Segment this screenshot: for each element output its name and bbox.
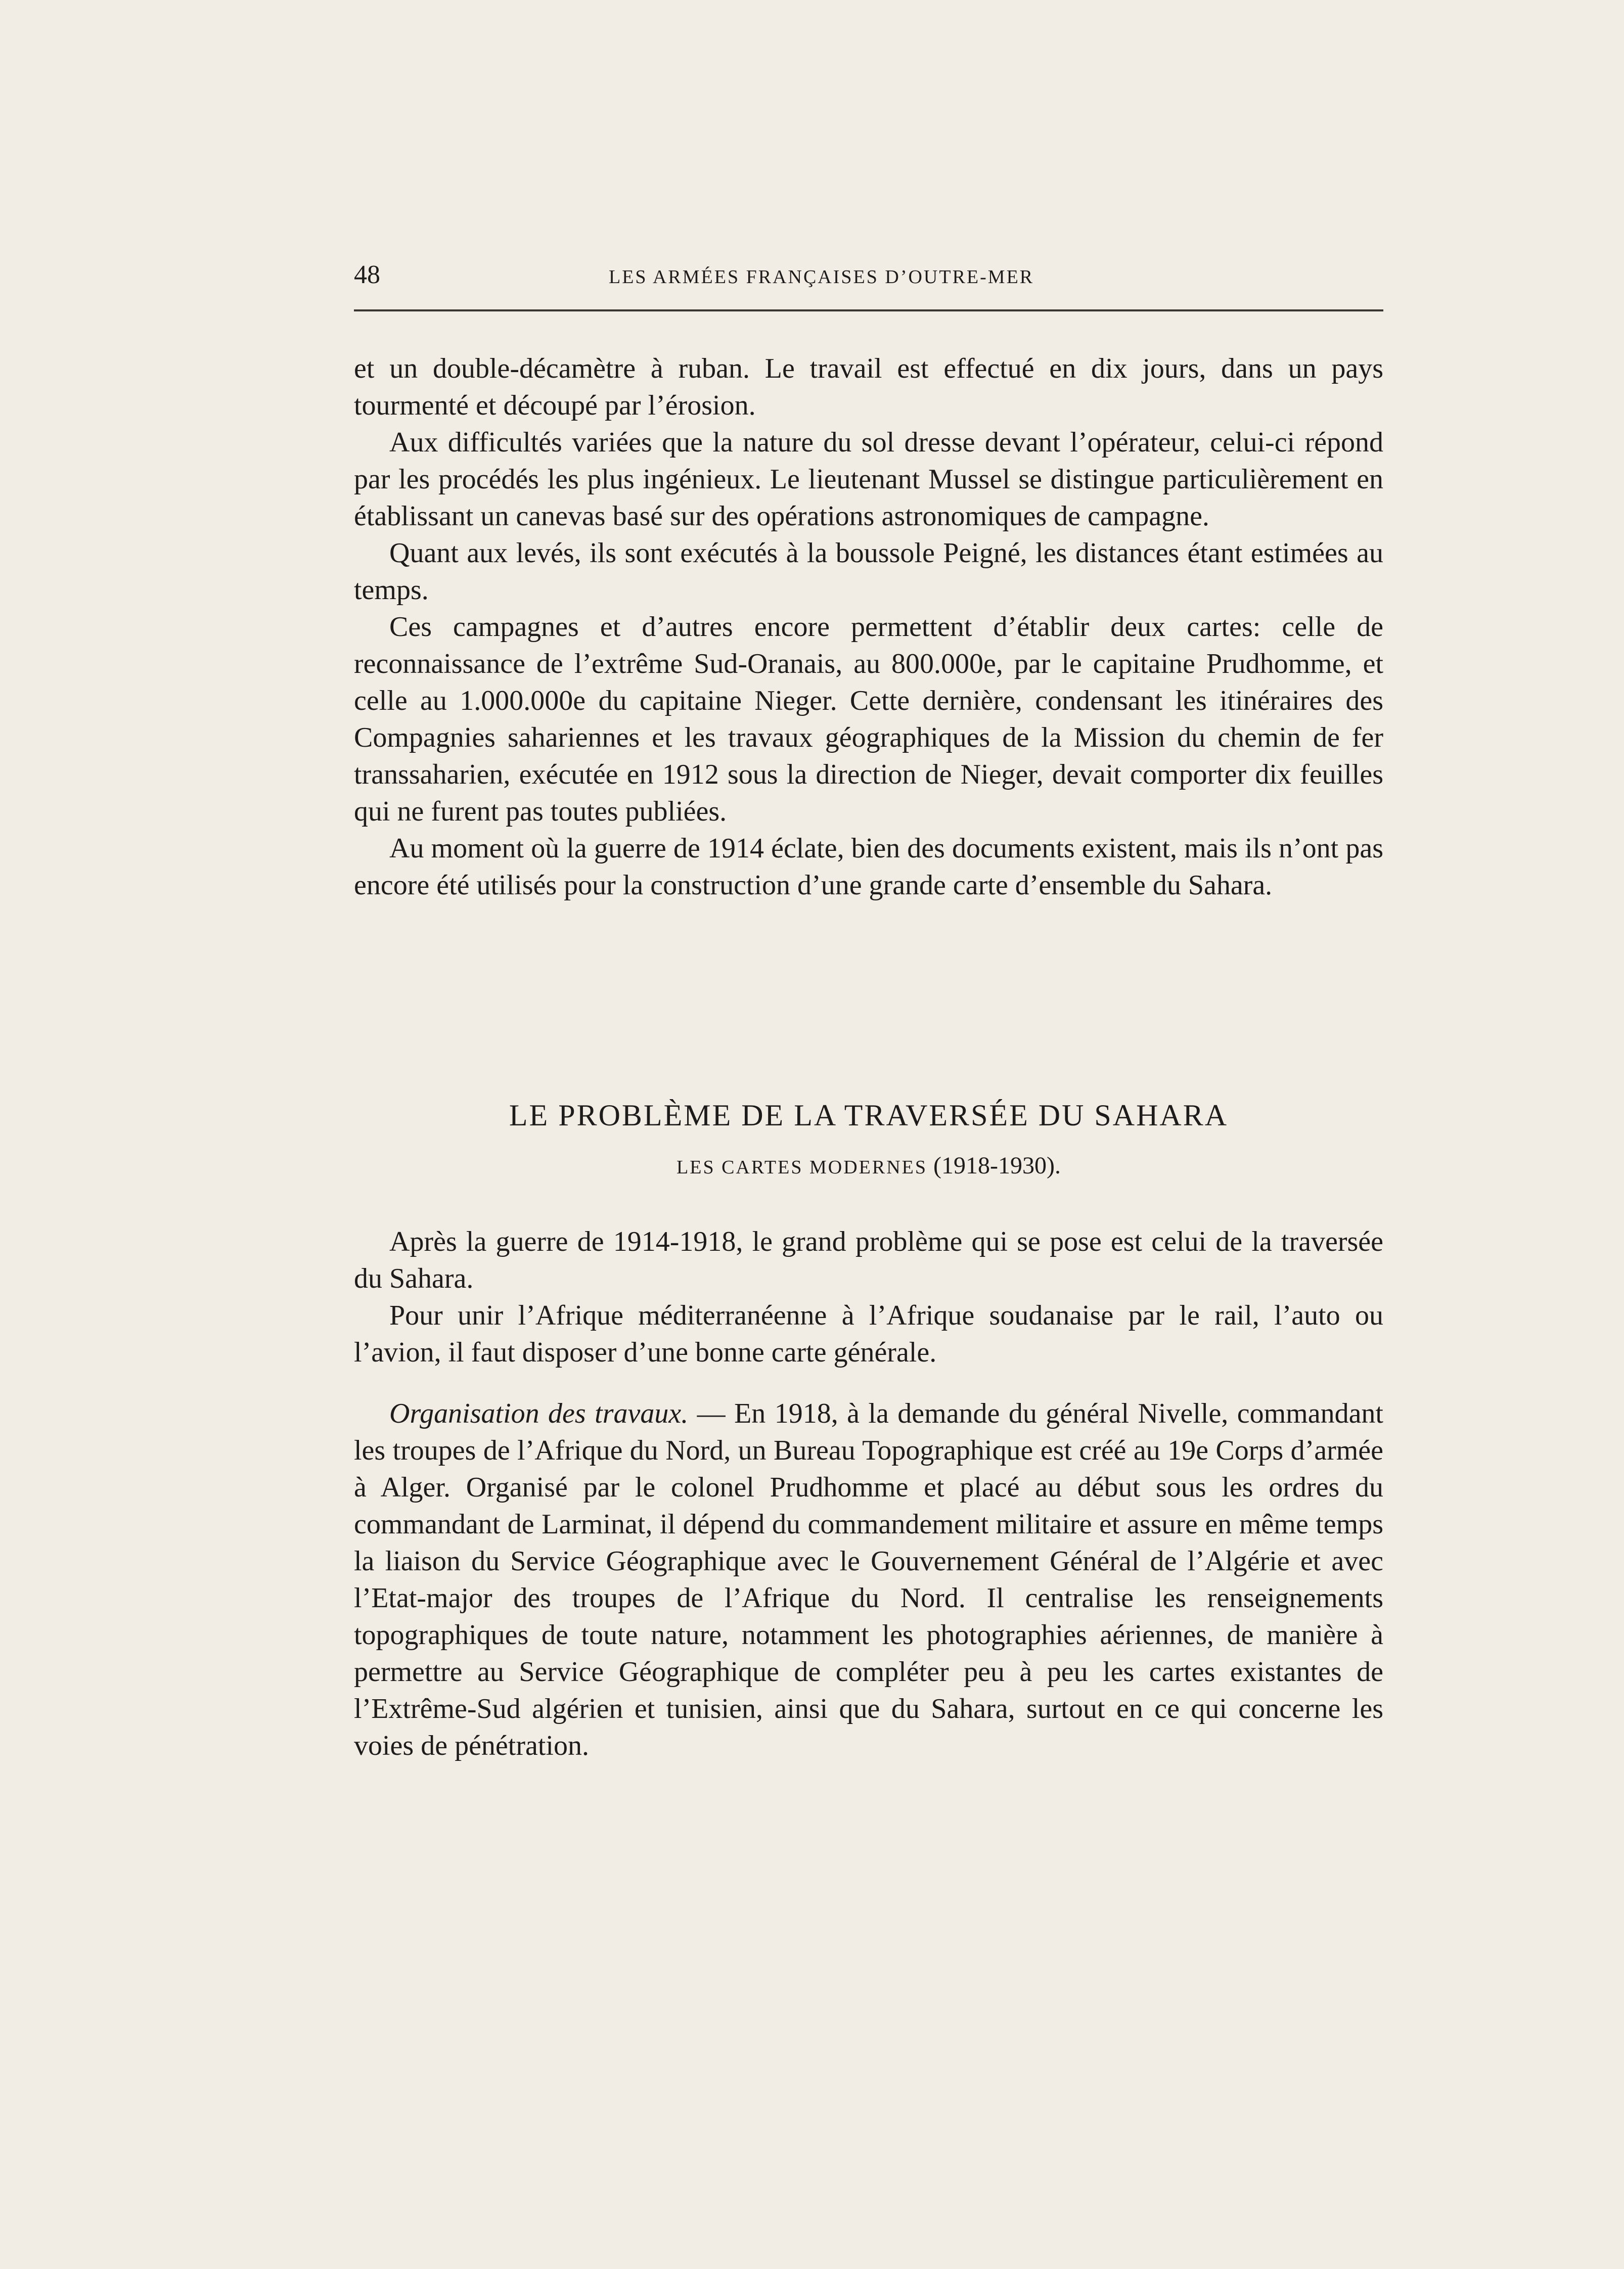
paragraph-organisation <box>354 1395 1383 1764</box>
page-number: 48 <box>354 260 380 289</box>
page-header <box>354 257 1383 287</box>
paragraph: Quant aux levés, ils sont exécutés à la boussole Peigné, les distances étant estimées au temps. <box>354 537 1383 606</box>
organisation-text: — En 1918, à la demande du général Nivelle, commandant les troupes de l’Afrique du Nord, un Bureau Topographique est créé au 19e Corps d’armée à Alger. Organisé par le colonel Prudhomme et placé au début sous les ordres du commandant de Larminat, il dépend du commandement militaire et assure en même temps la liaison du Service Géographique avec le Gouvernement Général de l’Algérie et avec l’Etat-major des troupes de l’Afrique du Nord. Il centralise les renseignements topographiques de toute nature, notamment les photographies aériennes, de manière à permettre au Service Géographique de compléter peu à peu les cartes existantes de l’Extrême-Sud algérien et tunisien, ainsi que du Sahara, surtout en ce qui concerne les voies de pénétration. <box>354 1398 1383 1761</box>
running-title: LES ARMÉES FRANÇAISES D’OUTRE-MER <box>609 266 1034 288</box>
subtitle-caps: LES CARTES MODERNES <box>676 1157 928 1178</box>
subtitle-dates: (1918-1930). <box>933 1152 1061 1179</box>
section-title: LE PROBLÈME DE LA TRAVERSÉE DU SAHARA <box>509 1099 1229 1132</box>
paragraph: Pour unir l’Afrique méditerranéenne à l’Afrique soudanaise par le rail, l’auto ou l’avion, il faut disposer d’une bonne carte générale. <box>354 1300 1383 1368</box>
paragraph: Ces campagnes et d’autres encore permettent d’établir deux cartes: celle de reconnaissance de l’extrême Sud-Oranais, au 800.000e, par le capitaine Prudhomme, et celle au 1.000.000e du capitaine Nieger. Cette dernière, condensant les itinéraires des Compagnies sahariennes et les travaux géographiques de la Mission du chemin de fer transsaharien, exécutée en 1912 sous la direction de Nieger, devait comporter dix feuilles qui ne furent pas toutes publiées. <box>354 611 1383 827</box>
body-text-middle <box>354 1223 1383 1371</box>
organisation-lead: Organisation des travaux. <box>389 1398 689 1429</box>
paragraph: et un double-décamètre à ruban. Le travail est effectué en dix jours, dans un pays tourmenté et découpé par l’érosion. <box>354 353 1383 421</box>
header-rule <box>354 309 1383 311</box>
body-text-top <box>354 350 1383 904</box>
section-subtitle <box>354 1148 1383 1185</box>
paragraph: Au moment où la guerre de 1914 éclate, bien des documents existent, mais ils n’ont pas encore été utilisés pour la construction d’une grande carte d’ensemble du Sahara. <box>354 833 1383 901</box>
paragraph: Après la guerre de 1914-1918, le grand problème qui se pose est celui de la traversée du Sahara. <box>354 1226 1383 1294</box>
paragraph: Aux difficultés variées que la nature du sol dresse devant l’opérateur, celui-ci répond par les procédés les plus ingénieux. Le lieutenant Mussel se distingue particulièrement en établissant un canevas basé sur des opérations astronomiques de campagne. <box>354 427 1383 532</box>
body-text-organisation <box>354 1395 1383 1764</box>
